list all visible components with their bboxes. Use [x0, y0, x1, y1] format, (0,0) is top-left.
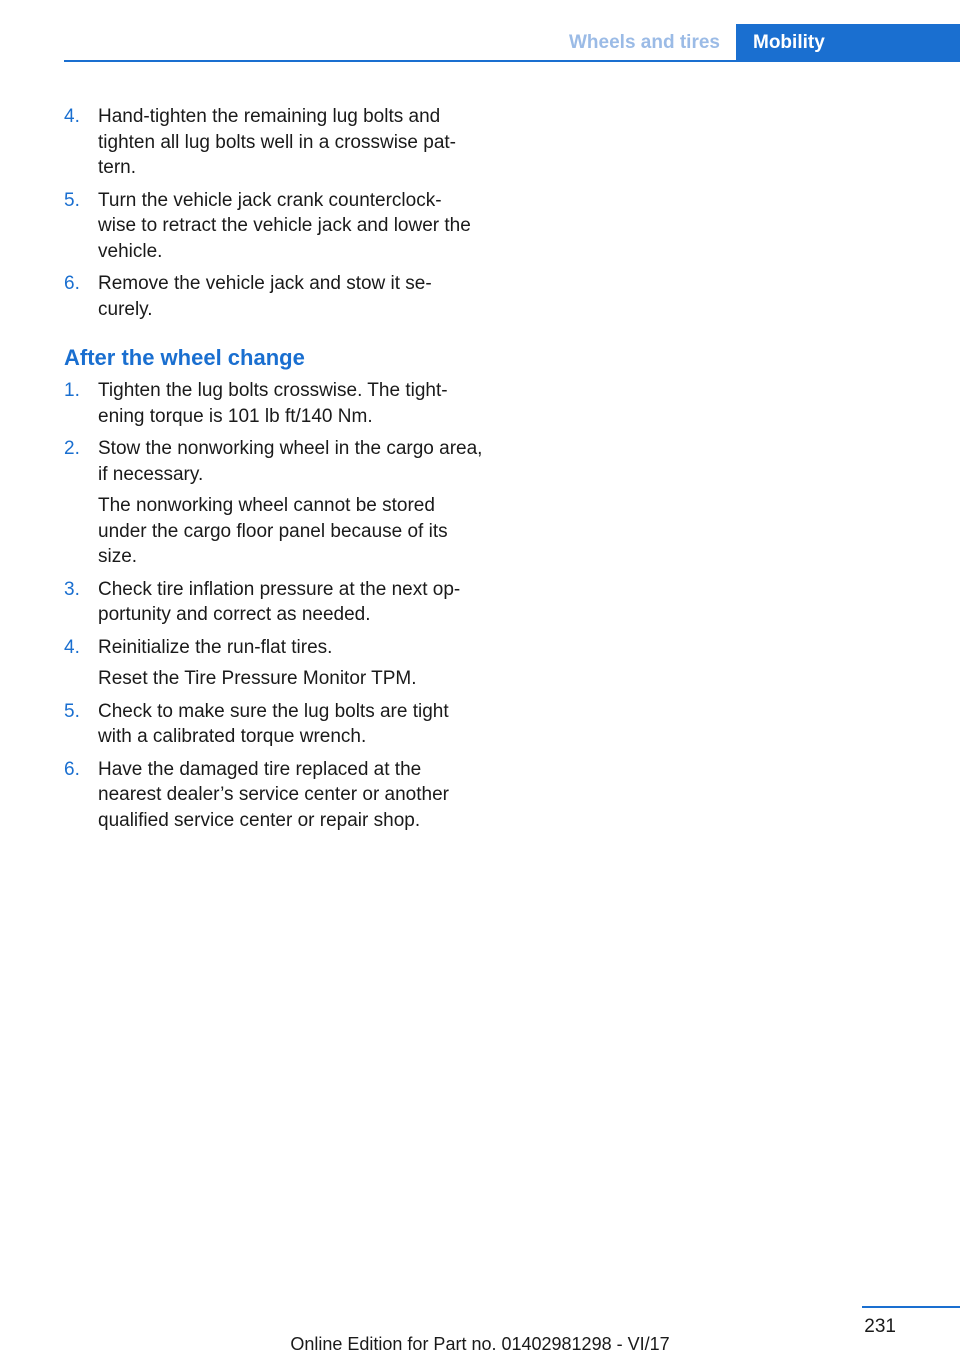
step-text: Turn the vehicle jack crank counterclock‐ wise to retract the vehicle jack and lower the vehicle. [98, 189, 471, 262]
page-number: 231 [864, 1316, 896, 1337]
step-note: The nonworking wheel cannot be stored under the cargo floor panel because of its size. [98, 495, 448, 567]
step-text: Hand-tighten the remaining lug bolts and tighten all lug bolts well in a crosswise pat‐ tern. [98, 106, 457, 178]
list-item [64, 436, 484, 570]
step-number: 1. [64, 380, 80, 401]
step-number: 5. [64, 189, 80, 211]
list-item [64, 104, 484, 181]
list-item [64, 271, 484, 322]
header-section-title: Wheels and tires [569, 32, 720, 53]
steps-continued-list [64, 104, 484, 322]
list-item [64, 635, 484, 692]
step-number: 2. [64, 438, 80, 459]
header-chapter-tab: Mobility [736, 24, 960, 62]
step-number: 3. [64, 578, 80, 600]
step-number: 4. [64, 636, 80, 658]
step-text: Reinitialize the run-flat tires. [98, 636, 333, 658]
list-item [64, 757, 484, 834]
step-number: 4. [64, 106, 80, 127]
step-text: Remove the vehicle jack and stow it se‐ curely. [98, 273, 432, 320]
header-rule [64, 60, 960, 62]
step-text: Tighten the lug bolts crosswise. The tight‐ ening torque is 101 lb ft/140 Nm. [98, 380, 448, 427]
section-heading: After the wheel change [64, 345, 305, 370]
list-item [64, 188, 484, 265]
list-item [64, 699, 484, 750]
after-change-steps-list [64, 378, 484, 833]
step-text: Have the damaged tire replaced at the nearest dealer’s service center or another qualified service center or repair shop. [98, 758, 449, 831]
footer-rule [862, 1306, 960, 1308]
step-number: 6. [64, 758, 80, 780]
list-item [64, 577, 484, 628]
step-note: Reset the Tire Pressure Monitor TPM. [98, 668, 417, 689]
step-number: 5. [64, 700, 80, 722]
edition-note: Online Edition for Part no. 01402981298 - VI/17 [290, 1334, 670, 1354]
main-content [64, 104, 484, 840]
step-number: 6. [64, 273, 80, 294]
list-item [64, 378, 484, 429]
step-text: Check to make sure the lug bolts are tight with a calibrated torque wrench. [98, 700, 449, 747]
step-text: Stow the nonworking wheel in the cargo area, if necessary. [98, 438, 483, 485]
step-text: Check tire inflation pressure at the next op‐ portunity and correct as needed. [98, 578, 461, 625]
